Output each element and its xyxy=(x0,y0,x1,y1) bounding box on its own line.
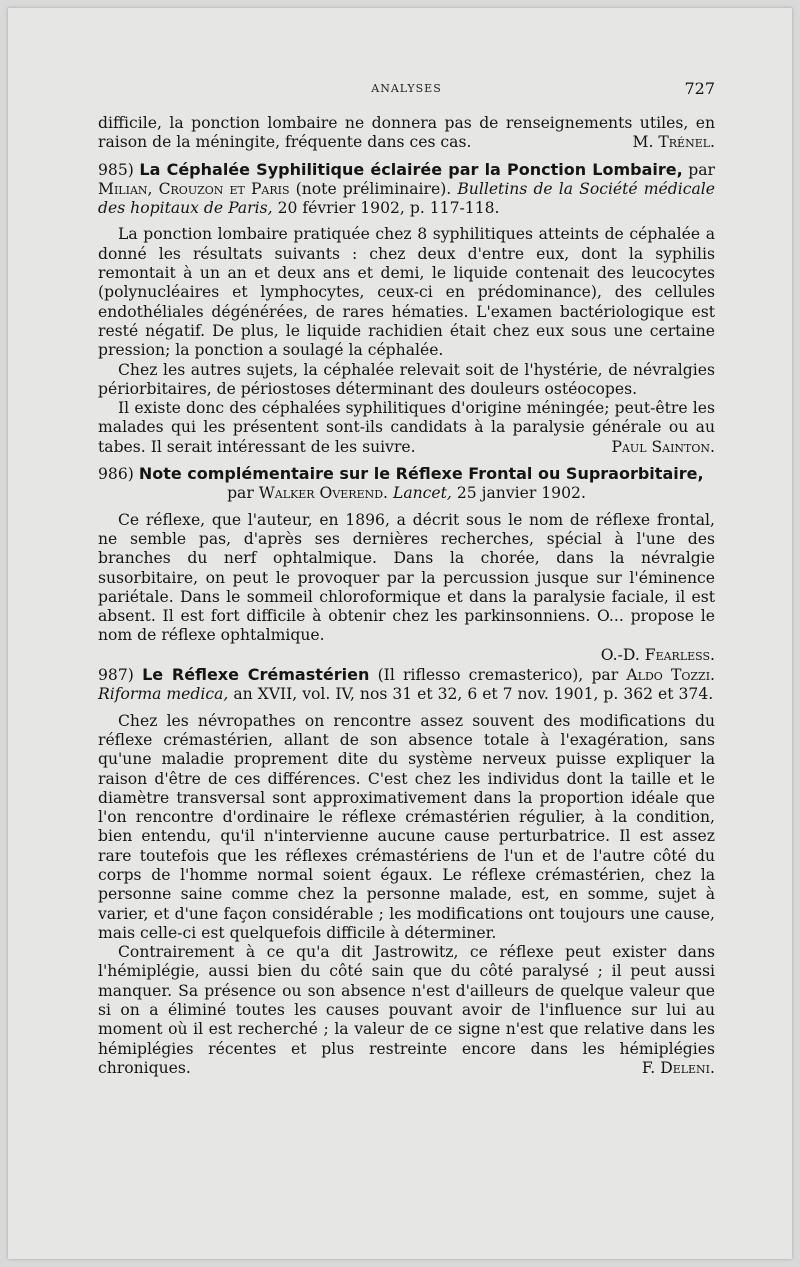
intro-text: difficile, la ponction lombaire ne donnera pas de renseignements utiles, en raison de la méningite, fréquente dans ces cas. xyxy=(98,114,715,152)
running-header xyxy=(98,79,715,104)
byline-prefix: par xyxy=(688,160,715,179)
running-title: ANALYSES xyxy=(371,82,442,95)
page-number: 727 xyxy=(684,79,715,98)
article-985-heading xyxy=(98,160,715,219)
article-title: La Céphalée Syphilitique éclairée par la Ponction Lombaire, xyxy=(139,159,683,179)
journal-name: Riforma medica, xyxy=(98,685,229,704)
article-signature: O.-D. Fearless. xyxy=(600,645,715,664)
page xyxy=(8,8,792,1259)
byline-prefix: par xyxy=(227,484,254,503)
article-authors: Aldo Tozzi. xyxy=(626,666,715,685)
article-note: (Il riflesso cremasterico), par xyxy=(377,666,619,685)
article-number: 986) xyxy=(98,465,134,484)
article-note: (note préliminaire). xyxy=(295,179,452,198)
paragraph: Il existe donc des céphalées syphilitiques d'origine méningée; peut-être les malades qui les présentent sont-ils candidats à la paralysie générale ou au tabes. Il serait intéressant de les suivre. xyxy=(98,399,715,456)
journal-name: Bulletins de la Société médicale des hopitaux de Paris, xyxy=(98,179,715,218)
article-987 xyxy=(98,665,715,1078)
journal-name: Lancet, xyxy=(392,484,452,503)
citation: 20 février 1902, p. 117-118. xyxy=(277,199,500,218)
article-number: 987) xyxy=(98,666,134,685)
paragraph: Contrairement à ce qu'a dit Jastrowitz, ce réflexe peut exister dans l'hémiplégie, aussi bien du côté sain que du côté paralysé ; il peut aussi manquer. Sa présence ou son absence n'est d'ailleurs de quelque valeur que si on a éliminé toutes les causes pouvant avoir de l'influence sur lui au moment où il est recherché ; la valeur de ce signe n'est que relative dans les hémiplégies récentes et plus restreinte encore dans les hémiplégies chroniques. xyxy=(98,943,715,1077)
paragraph: Chez les névropathes on rencontre assez souvent des modifications du réflexe crémastérien, allant de son absence totale à l'exagération, sans qu'une maladie proprement dite du système nerveux puisse expliquer la raison d'être de ces différences. C'est chez les individus dont la taille et le diamètre transversal sont approximativement dans la proportion idéale que l'on rencontre d'ordinaire le réflexe crémastérien régulier, à la condition, bien entendu, qu'il n'intervienne aucune cause perturbatrice. Il est assez rare toutefois que les réflexes crémastériens de l'un et de l'autre côté du corps de l'homme normal soient égaux. Le réflexe crémastérien, chez la personne saine comme chez la personne malade, est, en somme, sujet à varier, et d'une façon considérable ; les modifications ont toujours une cause, mais celle-ci est quelquefois difficile à déterminer. xyxy=(98,711,715,942)
article-signature: Paul Sainton. xyxy=(611,437,715,456)
paragraph: Ce réflexe, que l'auteur, en 1896, a décrit sous le nom de réflexe frontal, ne semble pas, d'après ses dernières recherches, spécial à l'une des branches du nerf ophtalmique. Dans la chorée, dans la névralgie susorbitaire, on peut le provoquer par la percussion jusque sur l'éminence pariétale. Dans le sommeil chloroformique et dans la paralysie faciale, il est absent. Il est fort difficile à obtenir chez les parkinsonniens. O... propose le nom de réflexe ophtalmique. xyxy=(98,510,715,645)
article-986-heading xyxy=(98,464,715,484)
article-986 xyxy=(98,464,715,665)
article-title: Note complémentaire sur le Réflexe Frontal ou Supraorbitaire, xyxy=(138,464,704,484)
citation: 25 janvier 1902. xyxy=(456,484,586,503)
paragraph: La ponction lombaire pratiquée chez 8 syphilitiques atteints de céphalée a donné les résultats suivants : chez deux d'entre eux, dont la syphilis remontait à un an et deux ans et demi, le liquide contenait des leucocytes (polynucléaires et lymphocytes, ceux-ci en prédominance), des cellules endothéliales dégénérées, de rares hématies. L'examen bactériologique est resté négatif. De plus, le liquide rachidien était chez eux sous une certaine pression; la ponction a soulagé la céphalée. xyxy=(98,225,715,360)
article-985 xyxy=(98,160,715,457)
article-signature: F. Deleni. xyxy=(641,1058,715,1077)
article-authors: Milian, Crouzon et Paris xyxy=(98,179,290,198)
paragraph: Chez les autres sujets, la céphalée relevait soit de l'hystérie, de névralgies périorbitaires, de périostoses déterminant des douleurs ostéocopes. xyxy=(98,360,715,398)
page-body xyxy=(98,114,715,1078)
article-byline xyxy=(98,484,715,503)
article-authors: Walker Overend. xyxy=(258,484,389,503)
citation: an XVII, vol. IV, nos 31 et 32, 6 et 7 nov. 1901, p. 362 et 374. xyxy=(233,685,714,704)
article-number: 985) xyxy=(98,160,134,179)
article-title: Le Réflexe Crémastérien xyxy=(142,665,370,685)
article-987-heading xyxy=(98,665,715,705)
intro-signature: M. Trénel. xyxy=(632,133,715,152)
